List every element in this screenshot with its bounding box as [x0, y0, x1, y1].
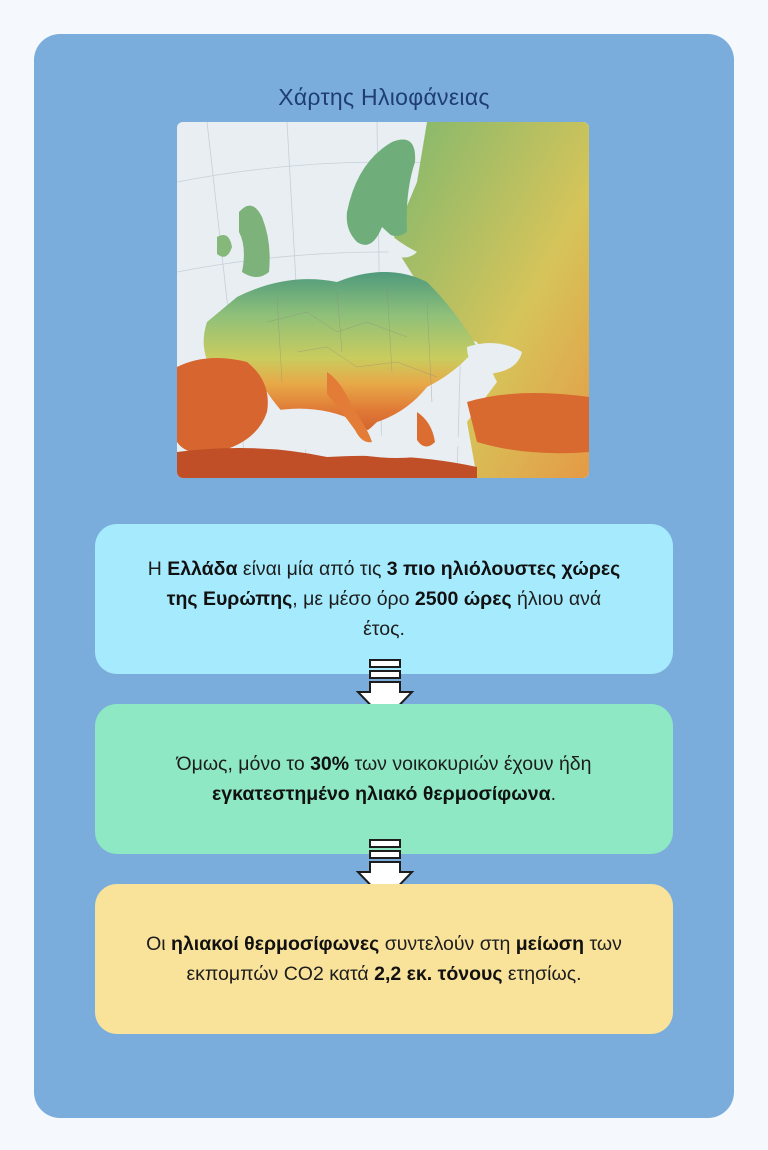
- text-segment: των εκπομπών CO2 κατά: [186, 932, 622, 985]
- fact-solar-heaters-installed-text: [145, 749, 623, 809]
- text-segment: Η: [147, 557, 168, 580]
- fact-greece-sunshine: [95, 524, 673, 674]
- text-segment: Όμως, μόνο το: [176, 752, 311, 775]
- text-highlight: 2,2 εκ. τόνους: [374, 963, 503, 985]
- text-highlight: ηλιακοί θερμοσίφωνες: [171, 932, 380, 955]
- map-icon: [177, 122, 589, 478]
- text-highlight: εγκατεστημένο ηλιακό θερμοσίφωνα: [212, 783, 551, 805]
- text-segment: ετησίως.: [502, 963, 582, 985]
- text-segment: των νοικοκυριών έχουν ήδη: [349, 752, 592, 775]
- text-highlight: Ελλάδα: [167, 557, 238, 580]
- page-title: Χάρτης Ηλιοφάνειας: [278, 84, 490, 110]
- fact-co2-reduction-text: [145, 929, 623, 989]
- text-segment: , με μέσο όρο: [292, 587, 415, 610]
- text-highlight: 3 πιο ηλιόλουστες χώρες της Ευρώπης: [166, 557, 621, 610]
- text-segment: .: [550, 783, 556, 805]
- text-segment: Οι: [146, 932, 172, 955]
- text-segment: είναι μία από τις: [237, 557, 387, 580]
- fact-co2-reduction: [95, 884, 673, 1034]
- fact-greece-sunshine-text: [145, 554, 623, 645]
- infographic-card: [34, 34, 734, 1118]
- text-segment: ήλιου ανά έτος.: [363, 587, 602, 641]
- europe-sunshine-map: [177, 122, 589, 478]
- text-highlight: 30%: [310, 752, 350, 775]
- fact-solar-heaters-installed: [95, 704, 673, 854]
- text-highlight: μείωση: [515, 932, 585, 955]
- text-segment: συντελούν στη: [379, 932, 516, 955]
- text-highlight: 2500 ώρες: [414, 587, 512, 610]
